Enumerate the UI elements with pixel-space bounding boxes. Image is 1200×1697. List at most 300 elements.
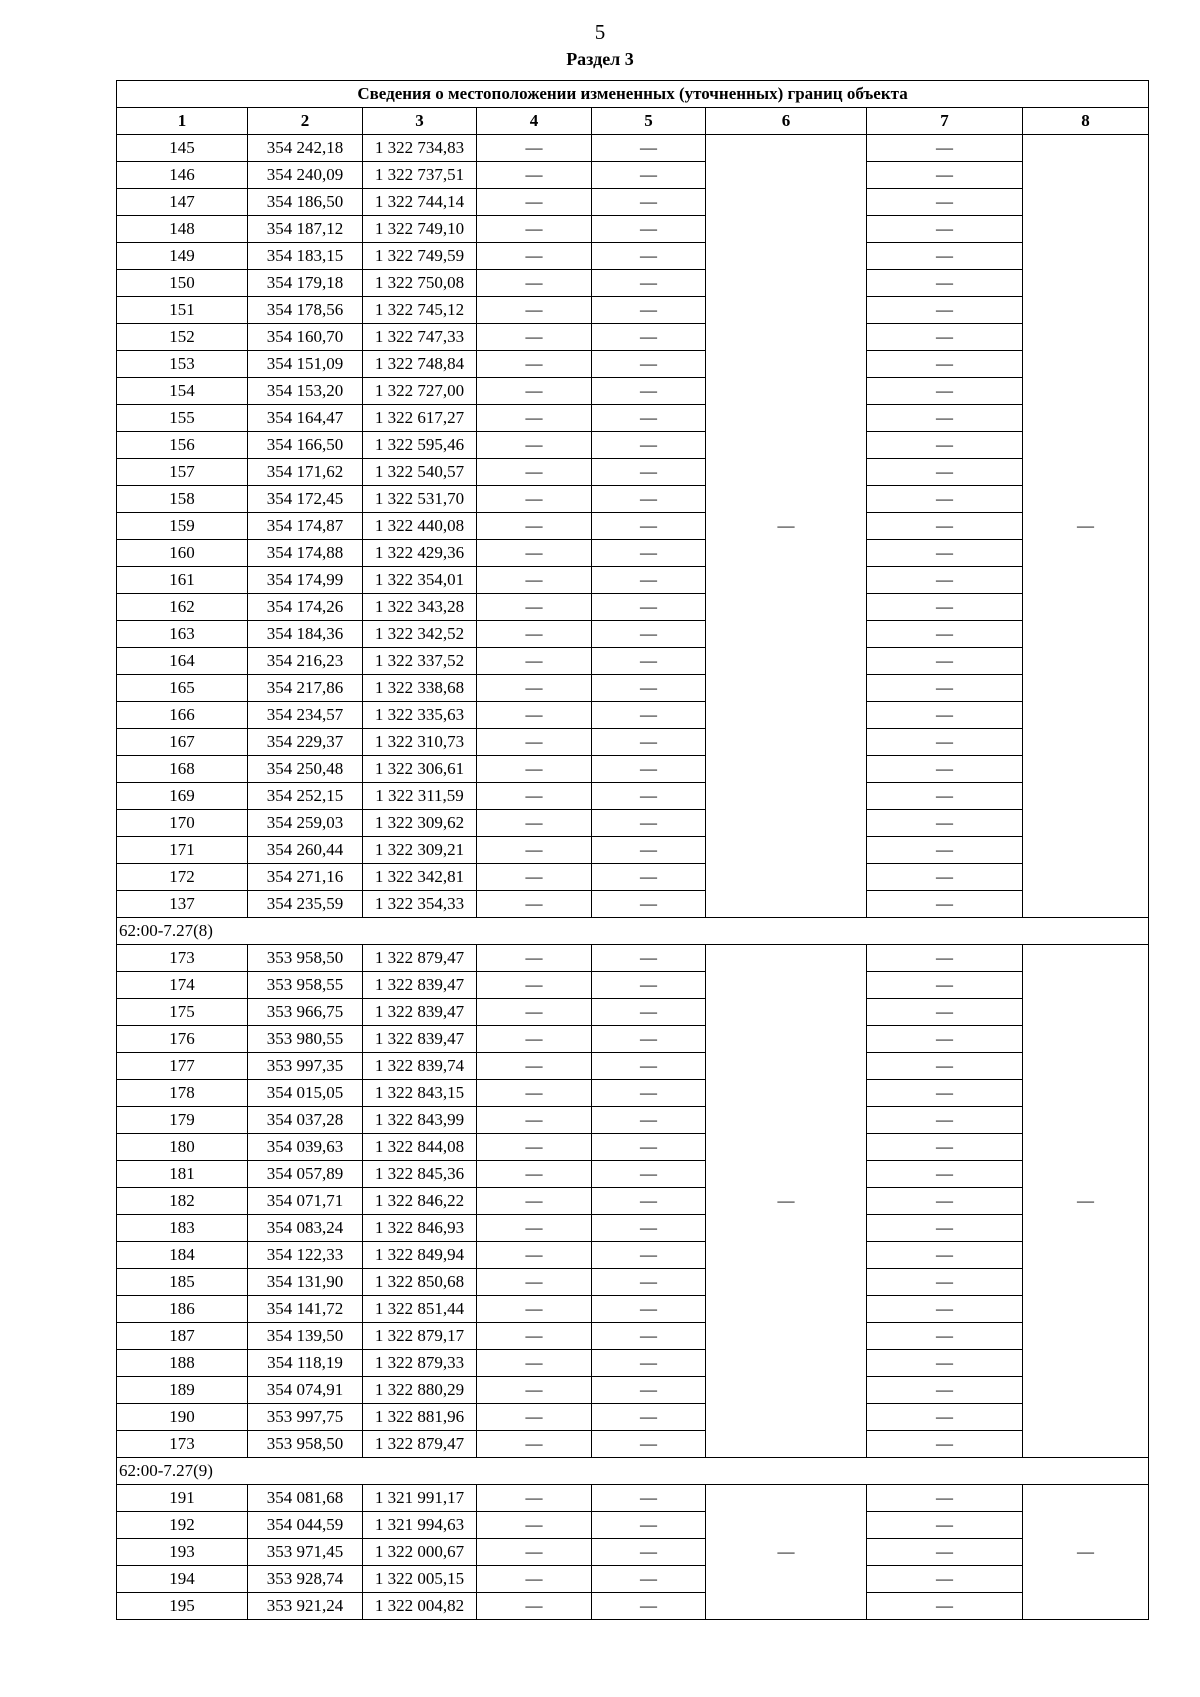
x-coordinate-cell: 353 980,55 <box>248 1026 363 1053</box>
column-5-cell: — <box>592 135 706 162</box>
column-7-cell: — <box>867 1539 1023 1566</box>
table-row <box>117 594 1149 621</box>
x-coordinate-cell: 353 997,35 <box>248 1053 363 1080</box>
point-number-cell: 161 <box>117 567 248 594</box>
x-coordinate-cell: 353 928,74 <box>248 1566 363 1593</box>
column-7-cell: — <box>867 1215 1023 1242</box>
point-number-cell: 155 <box>117 405 248 432</box>
column-4-cell: — <box>477 783 592 810</box>
y-coordinate-cell: 1 322 879,47 <box>363 1431 477 1458</box>
column-4-cell: — <box>477 837 592 864</box>
y-coordinate-cell: 1 322 354,01 <box>363 567 477 594</box>
column-4-cell: — <box>477 567 592 594</box>
table-row <box>117 837 1149 864</box>
x-coordinate-cell: 354 217,86 <box>248 675 363 702</box>
point-number-cell: 179 <box>117 1107 248 1134</box>
column-5-cell: — <box>592 972 706 999</box>
x-coordinate-cell: 354 174,87 <box>248 513 363 540</box>
point-number-cell: 146 <box>117 162 248 189</box>
column-7-cell: — <box>867 999 1023 1026</box>
y-coordinate-cell: 1 322 745,12 <box>363 297 477 324</box>
column-4-cell: — <box>477 513 592 540</box>
y-coordinate-cell: 1 322 750,08 <box>363 270 477 297</box>
column-4-cell: — <box>477 1161 592 1188</box>
column-4-cell: — <box>477 1188 592 1215</box>
y-coordinate-cell: 1 322 337,52 <box>363 648 477 675</box>
table-row <box>117 567 1149 594</box>
x-coordinate-cell: 354 118,19 <box>248 1350 363 1377</box>
column-7-cell: — <box>867 945 1023 972</box>
column-5-cell: — <box>592 729 706 756</box>
column-7-cell: — <box>867 135 1023 162</box>
point-number-cell: 159 <box>117 513 248 540</box>
group-label: 62:00-7.27(9) <box>117 1458 1149 1485</box>
table-row <box>117 1269 1149 1296</box>
table-row <box>117 810 1149 837</box>
table-row <box>117 972 1149 999</box>
point-number-cell: 167 <box>117 729 248 756</box>
column-4-cell: — <box>477 1107 592 1134</box>
x-coordinate-cell: 354 122,33 <box>248 1242 363 1269</box>
point-number-cell: 168 <box>117 756 248 783</box>
point-number-cell: 170 <box>117 810 248 837</box>
point-number-cell: 162 <box>117 594 248 621</box>
column-5-cell: — <box>592 162 706 189</box>
table-row <box>117 324 1149 351</box>
column-7-cell: — <box>867 1242 1023 1269</box>
y-coordinate-cell: 1 322 851,44 <box>363 1296 477 1323</box>
x-coordinate-cell: 354 037,28 <box>248 1107 363 1134</box>
column-4-cell: — <box>477 1269 592 1296</box>
table-row <box>117 702 1149 729</box>
column-5-cell: — <box>592 351 706 378</box>
x-coordinate-cell: 354 074,91 <box>248 1377 363 1404</box>
column-7-cell: — <box>867 810 1023 837</box>
column-4-cell: — <box>477 162 592 189</box>
y-coordinate-cell: 1 322 737,51 <box>363 162 477 189</box>
y-coordinate-cell: 1 322 744,14 <box>363 189 477 216</box>
point-number-cell: 164 <box>117 648 248 675</box>
y-coordinate-cell: 1 322 531,70 <box>363 486 477 513</box>
column-7-cell: — <box>867 540 1023 567</box>
column-5-cell: — <box>592 999 706 1026</box>
column-7-cell: — <box>867 891 1023 918</box>
column-4-cell: — <box>477 1080 592 1107</box>
column-7-cell: — <box>867 297 1023 324</box>
column-7-cell: — <box>867 1188 1023 1215</box>
x-coordinate-cell: 353 958,50 <box>248 945 363 972</box>
column-7-cell: — <box>867 972 1023 999</box>
table-row <box>117 648 1149 675</box>
x-coordinate-cell: 354 071,71 <box>248 1188 363 1215</box>
column-5-cell: — <box>592 1107 706 1134</box>
column-5-cell: — <box>592 1377 706 1404</box>
y-coordinate-cell: 1 322 850,68 <box>363 1269 477 1296</box>
column-5-cell: — <box>592 567 706 594</box>
point-number-cell: 150 <box>117 270 248 297</box>
column-5-cell: — <box>592 1188 706 1215</box>
column-5-cell: — <box>592 1161 706 1188</box>
y-coordinate-cell: 1 322 846,22 <box>363 1188 477 1215</box>
x-coordinate-cell: 354 057,89 <box>248 1161 363 1188</box>
column-5-cell: — <box>592 783 706 810</box>
y-coordinate-cell: 1 322 354,33 <box>363 891 477 918</box>
table-row <box>117 1566 1149 1593</box>
column-4-cell: — <box>477 216 592 243</box>
column-7-cell: — <box>867 1404 1023 1431</box>
column-5-cell: — <box>592 459 706 486</box>
point-number-cell: 147 <box>117 189 248 216</box>
column-7-cell: — <box>867 351 1023 378</box>
column-5-cell: — <box>592 1242 706 1269</box>
table-row <box>117 1134 1149 1161</box>
table-row <box>117 945 1149 972</box>
y-coordinate-cell: 1 321 994,63 <box>363 1512 477 1539</box>
x-coordinate-cell: 354 044,59 <box>248 1512 363 1539</box>
page-number: 5 <box>594 20 606 44</box>
column-5-cell: — <box>592 243 706 270</box>
column-4-cell: — <box>477 729 592 756</box>
table-row <box>117 1485 1149 1512</box>
x-coordinate-cell: 354 171,62 <box>248 459 363 486</box>
y-coordinate-cell: 1 322 338,68 <box>363 675 477 702</box>
y-coordinate-cell: 1 322 734,83 <box>363 135 477 162</box>
point-number-cell: 177 <box>117 1053 248 1080</box>
column-4-cell: — <box>477 1485 592 1512</box>
column-7-cell: — <box>867 486 1023 513</box>
y-coordinate-cell: 1 322 440,08 <box>363 513 477 540</box>
y-coordinate-cell: 1 322 879,47 <box>363 945 477 972</box>
point-number-cell: 183 <box>117 1215 248 1242</box>
column-7-cell: — <box>867 648 1023 675</box>
column-header: 7 <box>867 108 1023 135</box>
y-coordinate-cell: 1 322 839,47 <box>363 999 477 1026</box>
column-7-cell: — <box>867 1323 1023 1350</box>
column-7-cell: — <box>867 1593 1023 1620</box>
column-8-merged-cell: — <box>1023 1485 1149 1620</box>
point-number-cell: 160 <box>117 540 248 567</box>
column-4-cell: — <box>477 1215 592 1242</box>
column-7-cell: — <box>867 1566 1023 1593</box>
point-number-cell: 184 <box>117 1242 248 1269</box>
column-header: 6 <box>706 108 867 135</box>
column-4-cell: — <box>477 324 592 351</box>
column-4-cell: — <box>477 594 592 621</box>
table-row <box>117 891 1149 918</box>
column-5-cell: — <box>592 1350 706 1377</box>
point-number-cell: 152 <box>117 324 248 351</box>
column-5-cell: — <box>592 891 706 918</box>
group-header-row <box>117 918 1149 945</box>
y-coordinate-cell: 1 322 881,96 <box>363 1404 477 1431</box>
table-row <box>117 1242 1149 1269</box>
x-coordinate-cell: 353 921,24 <box>248 1593 363 1620</box>
table-row <box>117 729 1149 756</box>
table-row <box>117 459 1149 486</box>
column-7-cell: — <box>867 1161 1023 1188</box>
column-header: 3 <box>363 108 477 135</box>
column-5-cell: — <box>592 1026 706 1053</box>
column-4-cell: — <box>477 756 592 783</box>
y-coordinate-cell: 1 322 342,52 <box>363 621 477 648</box>
y-coordinate-cell: 1 322 844,08 <box>363 1134 477 1161</box>
column-5-cell: — <box>592 189 706 216</box>
point-number-cell: 172 <box>117 864 248 891</box>
column-4-cell: — <box>477 189 592 216</box>
column-7-cell: — <box>867 1296 1023 1323</box>
table-row <box>117 189 1149 216</box>
point-number-cell: 157 <box>117 459 248 486</box>
column-7-cell: — <box>867 513 1023 540</box>
column-7-cell: — <box>867 1107 1023 1134</box>
y-coordinate-cell: 1 322 880,29 <box>363 1377 477 1404</box>
column-5-cell: — <box>592 1485 706 1512</box>
column-5-cell: — <box>592 1080 706 1107</box>
column-5-cell: — <box>592 1431 706 1458</box>
table-row <box>117 1215 1149 1242</box>
column-5-cell: — <box>592 1539 706 1566</box>
column-5-cell: — <box>592 324 706 351</box>
column-7-cell: — <box>867 405 1023 432</box>
point-number-cell: 181 <box>117 1161 248 1188</box>
y-coordinate-cell: 1 322 839,74 <box>363 1053 477 1080</box>
table-row <box>117 783 1149 810</box>
table-row <box>117 216 1149 243</box>
column-7-cell: — <box>867 459 1023 486</box>
x-coordinate-cell: 354 184,36 <box>248 621 363 648</box>
x-coordinate-cell: 354 259,03 <box>248 810 363 837</box>
y-coordinate-cell: 1 322 005,15 <box>363 1566 477 1593</box>
column-7-cell: — <box>867 1080 1023 1107</box>
column-4-cell: — <box>477 810 592 837</box>
column-5-cell: — <box>592 1296 706 1323</box>
y-coordinate-cell: 1 322 000,67 <box>363 1539 477 1566</box>
column-6-merged-cell: — <box>706 135 867 918</box>
column-5-cell: — <box>592 540 706 567</box>
column-5-cell: — <box>592 432 706 459</box>
column-5-cell: — <box>592 1323 706 1350</box>
x-coordinate-cell: 354 174,26 <box>248 594 363 621</box>
point-number-cell: 182 <box>117 1188 248 1215</box>
y-coordinate-cell: 1 322 727,00 <box>363 378 477 405</box>
column-7-cell: — <box>867 1377 1023 1404</box>
table-row <box>117 540 1149 567</box>
y-coordinate-cell: 1 322 617,27 <box>363 405 477 432</box>
y-coordinate-cell: 1 322 747,33 <box>363 324 477 351</box>
table-row <box>117 486 1149 513</box>
table-row <box>117 1188 1149 1215</box>
column-5-cell: — <box>592 486 706 513</box>
column-4-cell: — <box>477 621 592 648</box>
y-coordinate-cell: 1 322 879,33 <box>363 1350 477 1377</box>
y-coordinate-cell: 1 322 311,59 <box>363 783 477 810</box>
column-4-cell: — <box>477 1053 592 1080</box>
column-5-cell: — <box>592 1512 706 1539</box>
x-coordinate-cell: 353 966,75 <box>248 999 363 1026</box>
point-number-cell: 153 <box>117 351 248 378</box>
column-4-cell: — <box>477 702 592 729</box>
y-coordinate-cell: 1 322 309,21 <box>363 837 477 864</box>
column-header: 5 <box>592 108 706 135</box>
x-coordinate-cell: 354 242,18 <box>248 135 363 162</box>
y-coordinate-cell: 1 322 845,36 <box>363 1161 477 1188</box>
y-coordinate-cell: 1 322 839,47 <box>363 972 477 999</box>
table-row <box>117 1404 1149 1431</box>
point-number-cell: 186 <box>117 1296 248 1323</box>
column-8-merged-cell: — <box>1023 135 1149 918</box>
column-7-cell: — <box>867 1269 1023 1296</box>
point-number-cell: 148 <box>117 216 248 243</box>
table-row <box>117 270 1149 297</box>
point-number-cell: 173 <box>117 1431 248 1458</box>
point-number-cell: 180 <box>117 1134 248 1161</box>
x-coordinate-cell: 354 229,37 <box>248 729 363 756</box>
x-coordinate-cell: 354 174,99 <box>248 567 363 594</box>
column-7-cell: — <box>867 702 1023 729</box>
y-coordinate-cell: 1 322 309,62 <box>363 810 477 837</box>
column-4-cell: — <box>477 1242 592 1269</box>
y-coordinate-cell: 1 322 004,82 <box>363 1593 477 1620</box>
column-7-cell: — <box>867 243 1023 270</box>
table-row <box>117 351 1149 378</box>
x-coordinate-cell: 353 958,55 <box>248 972 363 999</box>
table-row <box>117 1026 1149 1053</box>
column-5-cell: — <box>592 864 706 891</box>
x-coordinate-cell: 354 216,23 <box>248 648 363 675</box>
column-7-cell: — <box>867 864 1023 891</box>
column-5-cell: — <box>592 1566 706 1593</box>
column-4-cell: — <box>477 1431 592 1458</box>
point-number-cell: 163 <box>117 621 248 648</box>
point-number-cell: 187 <box>117 1323 248 1350</box>
column-5-cell: — <box>592 1593 706 1620</box>
point-number-cell: 137 <box>117 891 248 918</box>
column-4-cell: — <box>477 135 592 162</box>
column-4-cell: — <box>477 999 592 1026</box>
point-number-cell: 190 <box>117 1404 248 1431</box>
column-header: 4 <box>477 108 592 135</box>
column-4-cell: — <box>477 1566 592 1593</box>
column-6-merged-cell: — <box>706 1485 867 1620</box>
column-4-cell: — <box>477 648 592 675</box>
column-4-cell: — <box>477 351 592 378</box>
column-7-cell: — <box>867 1485 1023 1512</box>
column-5-cell: — <box>592 1404 706 1431</box>
x-coordinate-cell: 354 250,48 <box>248 756 363 783</box>
point-number-cell: 189 <box>117 1377 248 1404</box>
table-row <box>117 1539 1149 1566</box>
column-5-cell: — <box>592 945 706 972</box>
point-number-cell: 193 <box>117 1539 248 1566</box>
column-7-cell: — <box>867 756 1023 783</box>
point-number-cell: 185 <box>117 1269 248 1296</box>
column-4-cell: — <box>477 1377 592 1404</box>
point-number-cell: 166 <box>117 702 248 729</box>
column-5-cell: — <box>592 1215 706 1242</box>
point-number-cell: 191 <box>117 1485 248 1512</box>
table-row <box>117 1296 1149 1323</box>
point-number-cell: 149 <box>117 243 248 270</box>
x-coordinate-cell: 353 997,75 <box>248 1404 363 1431</box>
column-4-cell: — <box>477 297 592 324</box>
y-coordinate-cell: 1 322 749,10 <box>363 216 477 243</box>
y-coordinate-cell: 1 322 310,73 <box>363 729 477 756</box>
table-row <box>117 1107 1149 1134</box>
x-coordinate-cell: 354 252,15 <box>248 783 363 810</box>
column-7-cell: — <box>867 270 1023 297</box>
group-label: 62:00-7.27(8) <box>117 918 1149 945</box>
column-7-cell: — <box>867 783 1023 810</box>
point-number-cell: 158 <box>117 486 248 513</box>
table-row <box>117 1512 1149 1539</box>
y-coordinate-cell: 1 322 342,81 <box>363 864 477 891</box>
x-coordinate-cell: 354 179,18 <box>248 270 363 297</box>
column-4-cell: — <box>477 1350 592 1377</box>
point-number-cell: 145 <box>117 135 248 162</box>
column-4-cell: — <box>477 1323 592 1350</box>
y-coordinate-cell: 1 322 306,61 <box>363 756 477 783</box>
column-5-cell: — <box>592 1134 706 1161</box>
table-row <box>117 1053 1149 1080</box>
column-4-cell: — <box>477 486 592 513</box>
column-4-cell: — <box>477 972 592 999</box>
column-5-cell: — <box>592 1269 706 1296</box>
table-row <box>117 1350 1149 1377</box>
table-row <box>117 432 1149 459</box>
column-7-cell: — <box>867 216 1023 243</box>
column-5-cell: — <box>592 594 706 621</box>
table-row <box>117 756 1149 783</box>
column-4-cell: — <box>477 1593 592 1620</box>
y-coordinate-cell: 1 322 343,28 <box>363 594 477 621</box>
x-coordinate-cell: 354 183,15 <box>248 243 363 270</box>
table-row <box>117 297 1149 324</box>
table-row <box>117 378 1149 405</box>
column-7-cell: — <box>867 162 1023 189</box>
x-coordinate-cell: 354 271,16 <box>248 864 363 891</box>
column-5-cell: — <box>592 513 706 540</box>
x-coordinate-cell: 354 260,44 <box>248 837 363 864</box>
point-number-cell: 171 <box>117 837 248 864</box>
column-7-cell: — <box>867 189 1023 216</box>
column-7-cell: — <box>867 1431 1023 1458</box>
column-4-cell: — <box>477 675 592 702</box>
column-5-cell: — <box>592 702 706 729</box>
column-7-cell: — <box>867 594 1023 621</box>
y-coordinate-cell: 1 322 849,94 <box>363 1242 477 1269</box>
y-coordinate-cell: 1 322 335,63 <box>363 702 477 729</box>
column-4-cell: — <box>477 1134 592 1161</box>
point-number-cell: 178 <box>117 1080 248 1107</box>
column-6-merged-cell: — <box>706 945 867 1458</box>
column-4-cell: — <box>477 270 592 297</box>
table-row <box>117 513 1149 540</box>
column-5-cell: — <box>592 810 706 837</box>
x-coordinate-cell: 354 151,09 <box>248 351 363 378</box>
column-5-cell: — <box>592 675 706 702</box>
column-8-merged-cell: — <box>1023 945 1149 1458</box>
table-row <box>117 1593 1149 1620</box>
table-row <box>117 621 1149 648</box>
x-coordinate-cell: 354 160,70 <box>248 324 363 351</box>
x-coordinate-cell: 354 240,09 <box>248 162 363 189</box>
column-7-cell: — <box>867 1134 1023 1161</box>
x-coordinate-cell: 353 971,45 <box>248 1539 363 1566</box>
point-number-cell: 151 <box>117 297 248 324</box>
column-5-cell: — <box>592 648 706 675</box>
table-row <box>117 162 1149 189</box>
table-row <box>117 1431 1149 1458</box>
